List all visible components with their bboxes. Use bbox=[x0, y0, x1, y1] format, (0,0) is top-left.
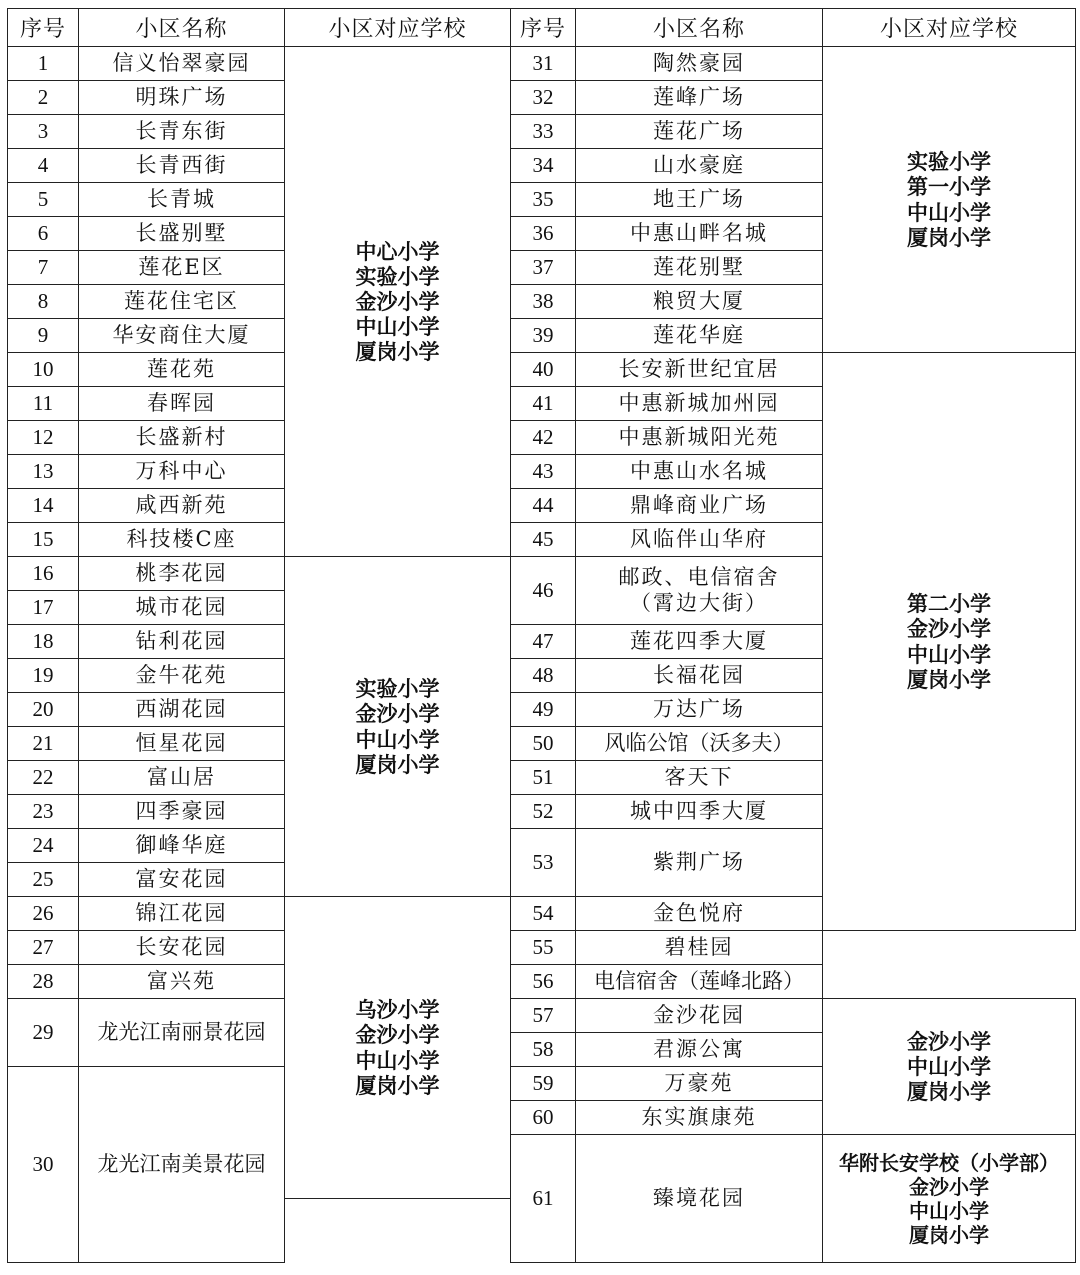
school-name: 中山小学 bbox=[355, 1047, 440, 1073]
row-number: 24 bbox=[8, 829, 79, 863]
row-number: 28 bbox=[8, 965, 79, 999]
community-name: 富山居 bbox=[79, 761, 285, 795]
header-school: 小区对应学校 bbox=[823, 9, 1076, 47]
row-number: 54 bbox=[511, 897, 576, 931]
header-community-name: 小区名称 bbox=[576, 9, 823, 47]
row-number: 12 bbox=[8, 421, 79, 455]
community-name: 春晖园 bbox=[79, 387, 285, 421]
row-number: 11 bbox=[8, 387, 79, 421]
community-name: 中惠山畔名城 bbox=[576, 217, 823, 251]
school-name: 乌沙小学 bbox=[355, 997, 440, 1023]
row-number: 6 bbox=[8, 217, 79, 251]
school-name: 金沙小学 bbox=[907, 1028, 991, 1054]
school-name: 实验小学 bbox=[907, 149, 991, 175]
school-name: 中山小学 bbox=[355, 726, 440, 752]
community-name: 中惠新城加州园 bbox=[576, 387, 823, 421]
row-number: 33 bbox=[511, 115, 576, 149]
row-number: 21 bbox=[8, 727, 79, 761]
row-number: 23 bbox=[8, 795, 79, 829]
school-name: 中山小学 bbox=[907, 199, 991, 225]
row-number: 44 bbox=[511, 489, 576, 523]
school-name: 实验小学 bbox=[355, 676, 440, 702]
row-number: 59 bbox=[511, 1067, 576, 1101]
row-number: 27 bbox=[8, 931, 79, 965]
community-name: 钻利花园 bbox=[79, 625, 285, 659]
community-name: 龙光江南美景花园 bbox=[79, 1067, 285, 1263]
school-name: 厦岗小学 bbox=[909, 1222, 989, 1247]
row-number: 5 bbox=[8, 183, 79, 217]
row-number: 31 bbox=[511, 47, 576, 81]
community-name: 四季豪园 bbox=[79, 795, 285, 829]
community-name: 长青西街 bbox=[79, 149, 285, 183]
school-group bbox=[823, 47, 1076, 353]
community-name: 桃李花园 bbox=[79, 557, 285, 591]
community-name-line1: 邮政、电信宿舍 bbox=[618, 565, 780, 590]
row-number: 49 bbox=[511, 693, 576, 727]
row-number: 26 bbox=[8, 897, 79, 931]
school-name: 厦岗小学 bbox=[355, 751, 440, 777]
row-number: 58 bbox=[511, 1033, 576, 1067]
table-row bbox=[8, 999, 1076, 1033]
community-name: 鼎峰商业广场 bbox=[576, 489, 823, 523]
community-name: 粮贸大厦 bbox=[576, 285, 823, 319]
row-number: 20 bbox=[8, 693, 79, 727]
row-number: 38 bbox=[511, 285, 576, 319]
school-name: 金沙小学 bbox=[909, 1174, 989, 1199]
row-number: 45 bbox=[511, 523, 576, 557]
row-number: 17 bbox=[8, 591, 79, 625]
school-group bbox=[823, 1135, 1076, 1263]
community-name: 山水豪庭 bbox=[576, 149, 823, 183]
community-name: 莲花四季大厦 bbox=[576, 625, 823, 659]
row-number: 32 bbox=[511, 81, 576, 115]
row-number: 18 bbox=[8, 625, 79, 659]
community-name: 中惠新城阳光苑 bbox=[576, 421, 823, 455]
row-number: 16 bbox=[8, 557, 79, 591]
community-name: 长青城 bbox=[79, 183, 285, 217]
row-number: 53 bbox=[511, 829, 576, 897]
row-number: 36 bbox=[511, 217, 576, 251]
community-name: 电信宿舍（莲峰北路） bbox=[576, 965, 823, 999]
row-number: 57 bbox=[511, 999, 576, 1033]
school-name: 金沙小学 bbox=[355, 1022, 440, 1048]
school-name: 实验小学 bbox=[355, 263, 440, 289]
row-number: 43 bbox=[511, 455, 576, 489]
community-name: 长安新世纪宜居 bbox=[576, 353, 823, 387]
community-name: 陶然豪园 bbox=[576, 47, 823, 81]
row-number: 61 bbox=[511, 1135, 576, 1263]
row-number: 52 bbox=[511, 795, 576, 829]
document-page bbox=[7, 8, 1076, 1263]
community-name: 金牛花苑 bbox=[79, 659, 285, 693]
community-name: 中惠山水名城 bbox=[576, 455, 823, 489]
community-name: 长福花园 bbox=[576, 659, 823, 693]
row-number: 22 bbox=[8, 761, 79, 795]
row-number: 30 bbox=[8, 1067, 79, 1263]
school-name: 厦岗小学 bbox=[355, 1072, 440, 1098]
row-number: 4 bbox=[8, 149, 79, 183]
community-name: 华安商住大厦 bbox=[79, 319, 285, 353]
community-name: 御峰华庭 bbox=[79, 829, 285, 863]
school-name: 中心小学 bbox=[355, 238, 440, 264]
community-name: 长青东街 bbox=[79, 115, 285, 149]
community-name: 万豪苑 bbox=[576, 1067, 823, 1101]
community-name: 地王广场 bbox=[576, 183, 823, 217]
row-number: 40 bbox=[511, 353, 576, 387]
school-name: 厦岗小学 bbox=[355, 339, 440, 365]
school-group bbox=[285, 47, 511, 557]
row-number: 3 bbox=[8, 115, 79, 149]
row-number: 55 bbox=[511, 931, 576, 965]
community-name: 客天下 bbox=[576, 761, 823, 795]
row-number: 8 bbox=[8, 285, 79, 319]
school-name: 中山小学 bbox=[355, 314, 440, 340]
row-number: 1 bbox=[8, 47, 79, 81]
community-name: 碧桂园 bbox=[576, 931, 823, 965]
school-name: 中山小学 bbox=[907, 1053, 991, 1079]
school-name: 第一小学 bbox=[907, 174, 991, 200]
row-number: 39 bbox=[511, 319, 576, 353]
school-group bbox=[823, 353, 1076, 931]
row-number: 41 bbox=[511, 387, 576, 421]
community-name: 风临伴山华府 bbox=[576, 523, 823, 557]
header-school: 小区对应学校 bbox=[285, 9, 511, 47]
row-number: 29 bbox=[8, 999, 79, 1067]
school-name: 金沙小学 bbox=[355, 288, 440, 314]
row-number: 13 bbox=[8, 455, 79, 489]
community-name: 长盛别墅 bbox=[79, 217, 285, 251]
community-name: 万科中心 bbox=[79, 455, 285, 489]
row-number: 48 bbox=[511, 659, 576, 693]
community-name: 富安花园 bbox=[79, 863, 285, 897]
row-number: 19 bbox=[8, 659, 79, 693]
row-number: 47 bbox=[511, 625, 576, 659]
community-name: 恒星花园 bbox=[79, 727, 285, 761]
row-number: 14 bbox=[8, 489, 79, 523]
school-name: 中山小学 bbox=[907, 641, 991, 667]
row-number: 37 bbox=[511, 251, 576, 285]
row-number: 46 bbox=[511, 557, 576, 625]
community-name: 臻境花园 bbox=[576, 1135, 823, 1263]
community-name: 富兴苑 bbox=[79, 965, 285, 999]
row-number: 25 bbox=[8, 863, 79, 897]
row-number: 15 bbox=[8, 523, 79, 557]
row-number: 50 bbox=[511, 727, 576, 761]
community-name: 城中四季大厦 bbox=[576, 795, 823, 829]
community-name: 风临公馆（沃多夫） bbox=[576, 727, 823, 761]
community-name: 金色悦府 bbox=[576, 897, 823, 931]
community-name: 莲花住宅区 bbox=[79, 285, 285, 319]
table-row bbox=[8, 965, 1076, 999]
community-name: 信义怡翠豪园 bbox=[79, 47, 285, 81]
community-name-line2: （霄边大街） bbox=[630, 590, 768, 615]
row-number: 35 bbox=[511, 183, 576, 217]
table-row bbox=[8, 931, 1076, 965]
community-school-table bbox=[7, 8, 1076, 1263]
school-group bbox=[823, 999, 1076, 1135]
row-number: 10 bbox=[8, 353, 79, 387]
row-number: 7 bbox=[8, 251, 79, 285]
community-name: 紫荆广场 bbox=[576, 829, 823, 897]
community-name: 长盛新村 bbox=[79, 421, 285, 455]
school-name: 厦岗小学 bbox=[907, 666, 991, 692]
school-name: 中山小学 bbox=[909, 1198, 989, 1223]
header-index: 序号 bbox=[8, 9, 79, 47]
community-name: 科技楼C座 bbox=[79, 523, 285, 557]
community-name: 西湖花园 bbox=[79, 693, 285, 727]
community-name: 万达广场 bbox=[576, 693, 823, 727]
community-name: 莲花别墅 bbox=[576, 251, 823, 285]
header-community-name: 小区名称 bbox=[79, 9, 285, 47]
community-name: 城市花园 bbox=[79, 591, 285, 625]
row-number: 34 bbox=[511, 149, 576, 183]
school-group bbox=[285, 897, 511, 1199]
header-index: 序号 bbox=[511, 9, 576, 47]
row-number: 56 bbox=[511, 965, 576, 999]
community-name: 明珠广场 bbox=[79, 81, 285, 115]
row-number: 51 bbox=[511, 761, 576, 795]
school-name: 厦岗小学 bbox=[907, 224, 991, 250]
community-name: 莲花广场 bbox=[576, 115, 823, 149]
school-name: 第二小学 bbox=[907, 591, 991, 617]
school-name: 厦岗小学 bbox=[907, 1079, 991, 1105]
community-name bbox=[576, 557, 823, 625]
community-name: 长安花园 bbox=[79, 931, 285, 965]
school-group bbox=[285, 557, 511, 897]
school-name: 金沙小学 bbox=[907, 616, 991, 642]
community-name: 咸西新苑 bbox=[79, 489, 285, 523]
row-number: 42 bbox=[511, 421, 576, 455]
community-name: 锦江花园 bbox=[79, 897, 285, 931]
community-name: 莲花苑 bbox=[79, 353, 285, 387]
table-row bbox=[8, 47, 1076, 81]
community-name: 龙光江南丽景花园 bbox=[79, 999, 285, 1067]
header-row bbox=[8, 9, 1076, 47]
community-name: 东实旗康苑 bbox=[576, 1101, 823, 1135]
school-name: 金沙小学 bbox=[355, 701, 440, 727]
community-name: 金沙花园 bbox=[576, 999, 823, 1033]
community-name: 莲峰广场 bbox=[576, 81, 823, 115]
school-name: 华附长安学校（小学部） bbox=[839, 1150, 1059, 1175]
community-name: 莲花E区 bbox=[79, 251, 285, 285]
row-number: 9 bbox=[8, 319, 79, 353]
row-number: 60 bbox=[511, 1101, 576, 1135]
row-number: 2 bbox=[8, 81, 79, 115]
community-name: 君源公寓 bbox=[576, 1033, 823, 1067]
community-name: 莲花华庭 bbox=[576, 319, 823, 353]
table-row bbox=[8, 353, 1076, 387]
